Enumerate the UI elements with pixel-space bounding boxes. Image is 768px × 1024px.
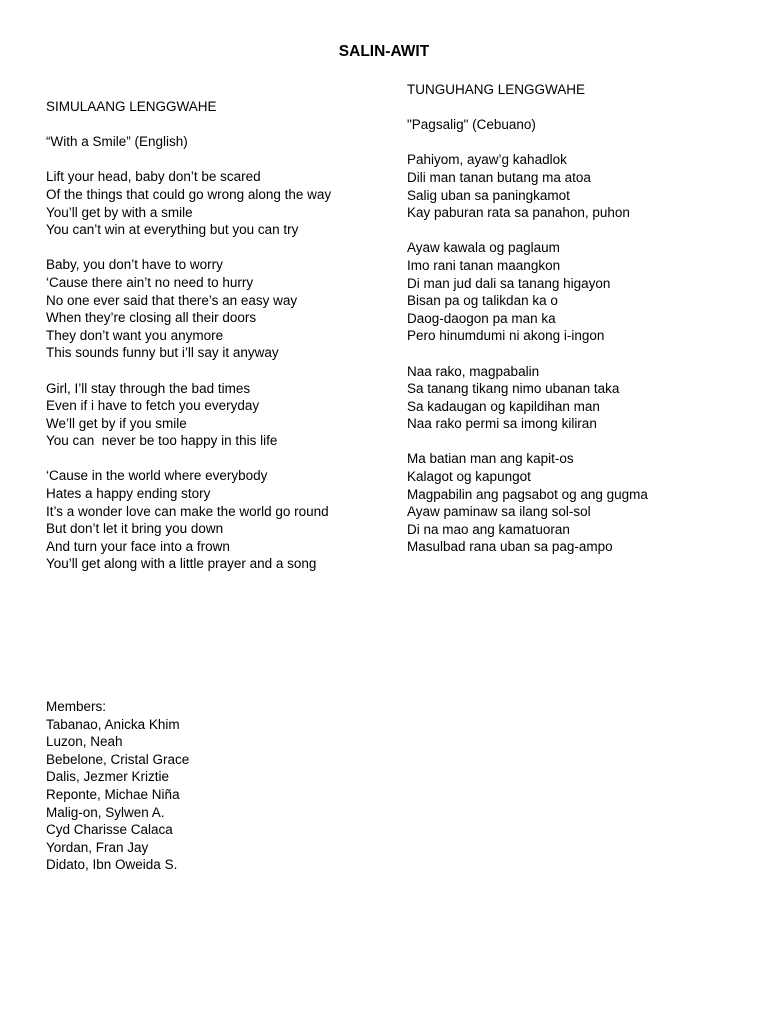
source-language-heading: SIMULAANG LENGGWAHE	[46, 99, 217, 114]
lyric-line: You’ll get by with a smile	[46, 204, 193, 220]
stanza	[46, 467, 386, 573]
lyric-line: Di na mao ang kamatuoran	[407, 521, 570, 537]
lyric-line: It’s a wonder love can make the world go round	[46, 503, 329, 519]
members-label: Members:	[46, 699, 107, 714]
stanza-spacer	[46, 362, 386, 380]
spacer	[46, 116, 386, 134]
lyric-line: When they’re closing all their doors	[46, 310, 257, 326]
member-name: Luzon, Neah	[46, 734, 123, 750]
lyric-line: Pero hinumdumi ni akong i-ingon	[407, 328, 605, 344]
lyric-line: ‘Cause in the world where everybody	[46, 468, 268, 484]
source-song-title: “With a Smile” (English)	[46, 134, 188, 150]
lyric-line: Sa kadaugan og kapildihan man	[407, 398, 600, 414]
lyric-line: This sounds funny but i’ll say it anyway	[46, 345, 279, 361]
stanza-spacer	[407, 222, 747, 240]
lyric-line: Imo rani tanan maangkon	[407, 257, 561, 273]
member-name: Yordan, Fran Jay	[46, 839, 149, 855]
lyric-line: Kay paburan rata sa panahon, puhon	[407, 205, 630, 221]
stanza	[46, 256, 386, 362]
lyric-line: Of the things that could go wrong along the way	[46, 186, 332, 202]
stanza-spacer	[46, 450, 386, 468]
target-song-title: "Pagsalig" (Cebuano)	[407, 117, 536, 133]
stanza-spacer	[407, 433, 747, 451]
lyric-line: Lift your head, baby don’t be scared	[46, 169, 261, 185]
stanza	[46, 380, 386, 450]
member-name: Reponte, Michae Niña	[46, 786, 180, 802]
source-language-column	[46, 98, 386, 573]
lyric-line: Dili man tanan butang ma atoa	[407, 169, 591, 185]
stanza	[407, 363, 747, 433]
member-name: Dalis, Jezmer Kriztie	[46, 769, 170, 785]
lyric-line: You can never be too happy in this life	[46, 433, 278, 449]
lyric-line: Even if i have to fetch you everyday	[46, 398, 260, 414]
lyric-line: Bisan pa og talikdan ka o	[407, 293, 558, 309]
lyric-line: No one ever said that there’s an easy way	[46, 292, 298, 308]
member-name: Tabanao, Anicka Khim	[46, 716, 180, 732]
members-list	[46, 698, 386, 874]
lyric-line: Pahiyom, ayaw’g kahadlok	[407, 152, 567, 168]
lyric-line: And turn your face into a frown	[46, 538, 230, 554]
member-name: Didato, Ibn Oweida S.	[46, 857, 178, 873]
target-language-column	[407, 81, 747, 556]
member-name: Malig-on, Sylwen A.	[46, 804, 165, 820]
lyric-line: They don’t want you anymore	[46, 327, 224, 343]
lyric-line: Ma batian man ang kapit-os	[407, 451, 574, 467]
stanza	[407, 450, 747, 556]
document-title: SALIN-AWIT	[338, 43, 430, 60]
lyric-line: Hates a happy ending story	[46, 486, 211, 502]
source-lyrics	[46, 168, 386, 573]
lyric-line: Naa rako permi sa imong kiliran	[407, 416, 597, 432]
member-names	[46, 716, 386, 874]
spacer	[46, 151, 386, 169]
lyric-line: Ayaw kawala og paglaum	[407, 240, 560, 256]
lyric-line: You can’t win at everything but you can try	[46, 222, 299, 238]
member-name: Bebelone, Cristal Grace	[46, 751, 190, 767]
stanza-spacer	[407, 345, 747, 363]
member-name: Cyd Charisse Calaca	[46, 822, 173, 838]
lyric-line: Girl, I’ll stay through the bad times	[46, 380, 251, 396]
spacer	[407, 99, 747, 117]
lyric-line: Daog-daogon pa man ka	[407, 310, 556, 326]
lyric-line: We’ll get by if you smile	[46, 415, 187, 431]
lyric-line: Masulbad rana uban sa pag-ampo	[407, 539, 613, 555]
lyric-line: Ayaw paminaw sa ilang sol-sol	[407, 504, 591, 520]
lyric-line: But don’t let it bring you down	[46, 521, 224, 537]
stanza	[407, 239, 747, 345]
lyric-line: You’ll get along with a little prayer and a song	[46, 556, 317, 572]
stanza	[46, 168, 386, 238]
lyric-line: Kalagot og kapungot	[407, 469, 531, 485]
lyric-line: Baby, you don’t have to worry	[46, 257, 223, 273]
lyric-line: Naa rako, magpabalin	[407, 363, 540, 379]
stanza-spacer	[46, 239, 386, 257]
stanza	[407, 151, 747, 221]
lyric-line: Sa tanang tikang nimo ubanan taka	[407, 381, 620, 397]
lyric-line: Salig uban sa paningkamot	[407, 187, 570, 203]
lyric-line: Magpabilin ang pagsabot og ang gugma	[407, 486, 648, 502]
target-language-heading: TUNGUHANG LENGGWAHE	[407, 82, 586, 97]
target-lyrics	[407, 151, 747, 556]
lyric-line: ‘Cause there ain’t no need to hurry	[46, 274, 254, 290]
spacer	[407, 134, 747, 152]
lyric-line: Di man jud dali sa tanang higayon	[407, 275, 611, 291]
